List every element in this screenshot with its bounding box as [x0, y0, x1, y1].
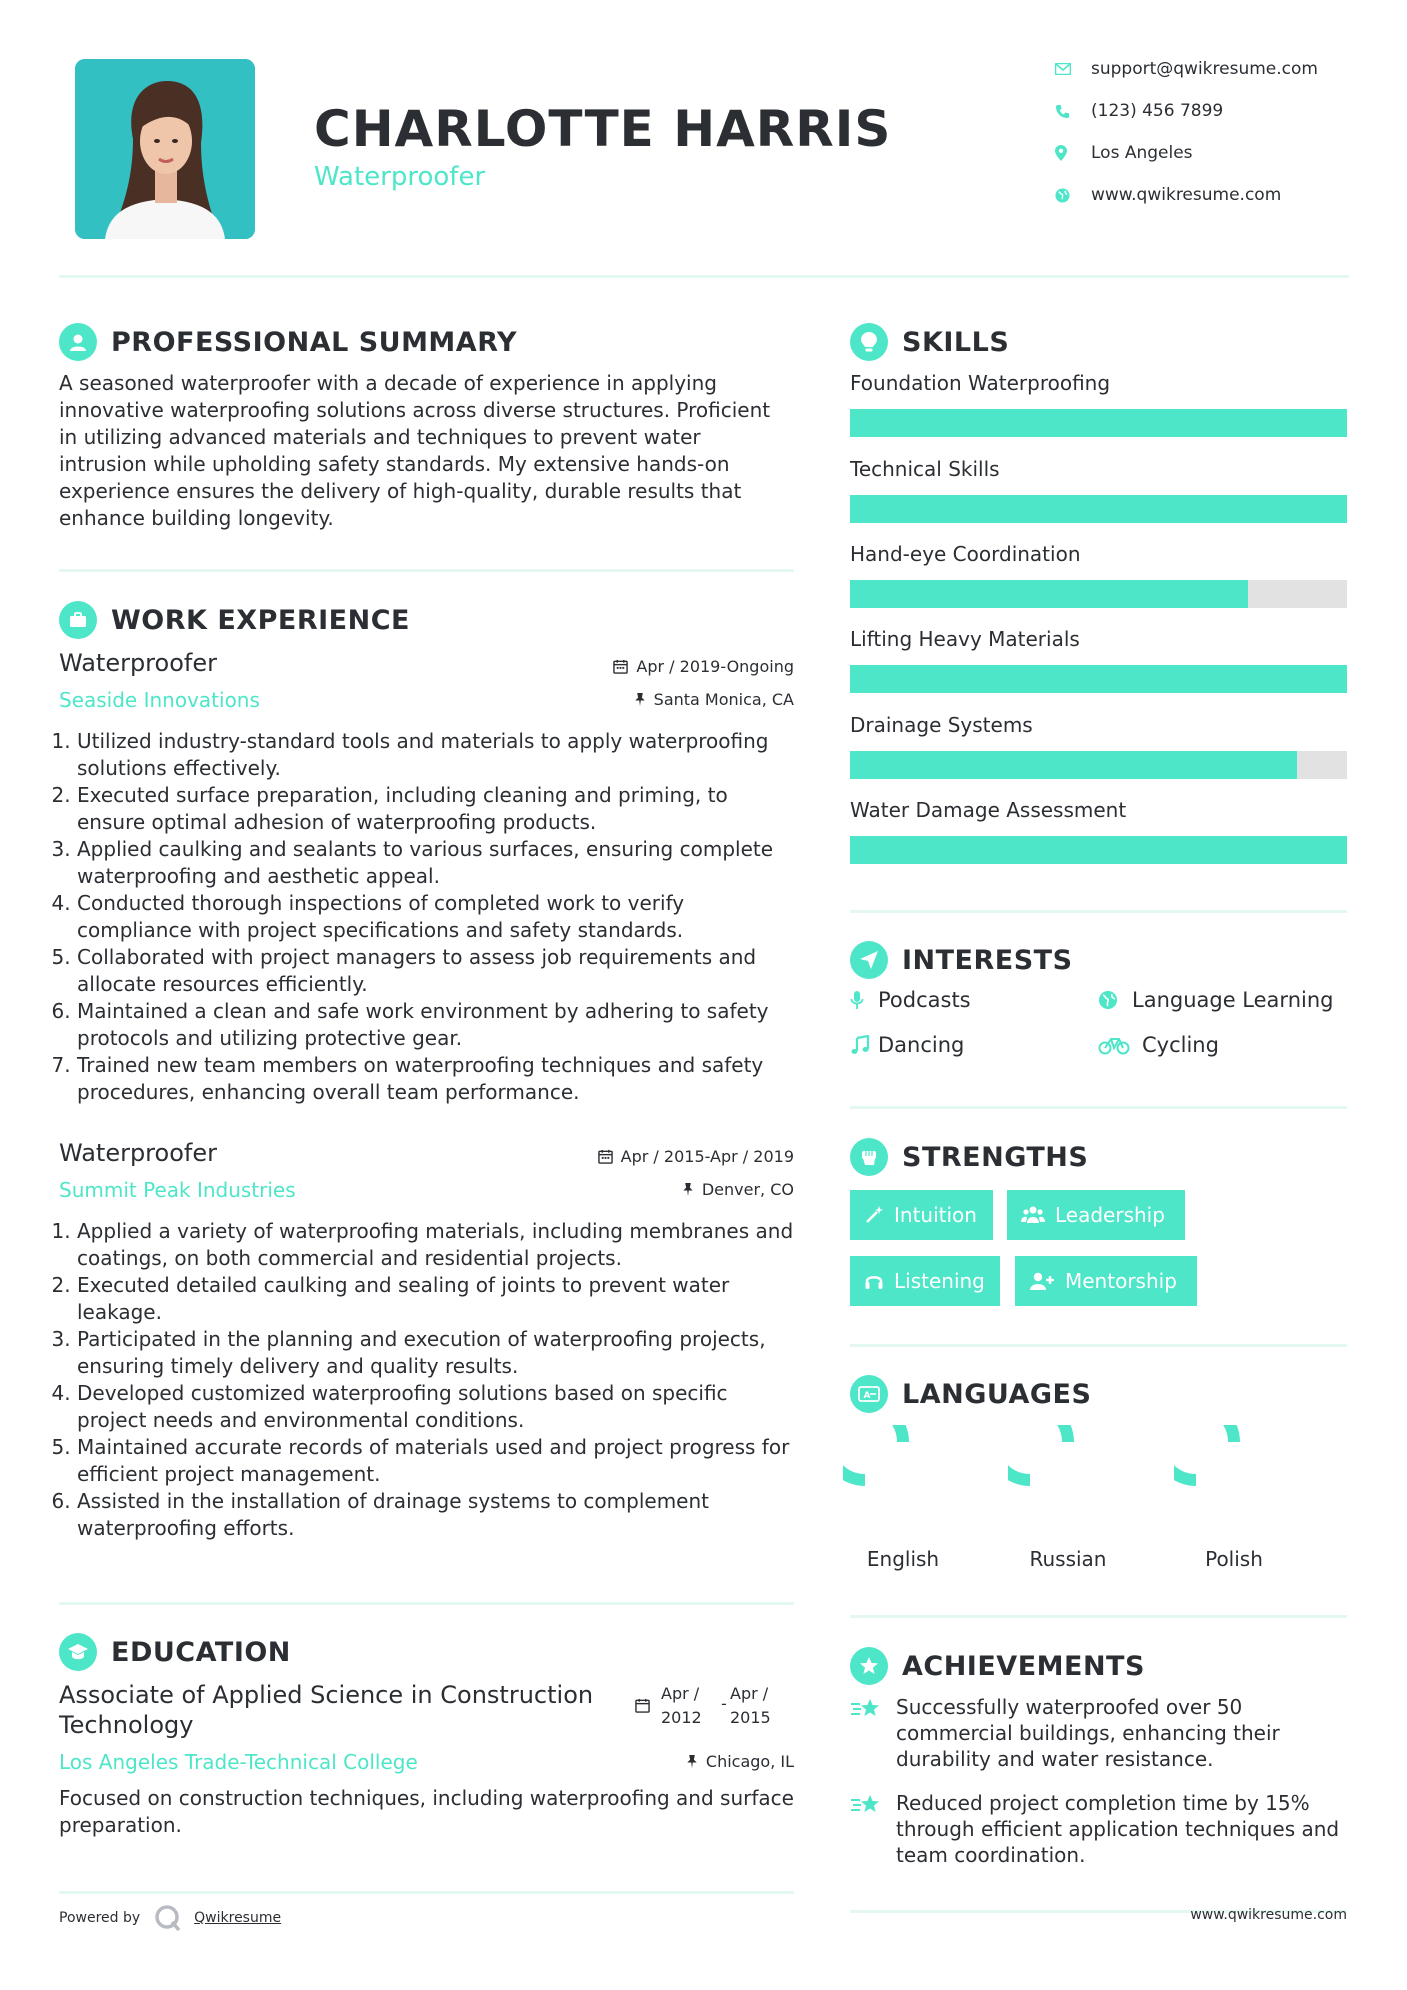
list-item: 5. Collaborated with project managers to assess job requirements and allocate resources efficiently.: [77, 944, 794, 998]
bicycle-icon: [1098, 1035, 1142, 1055]
job-title: Waterproofer: [59, 649, 217, 677]
edu-start-year: 2012: [661, 1708, 702, 1727]
interest-item: [1098, 988, 1333, 1012]
qwikresume-logo-icon: [154, 1904, 182, 1932]
strengths-divider: [850, 1344, 1347, 1347]
candidate-name: CHARLOTTE HARRIS: [314, 100, 892, 158]
list-item: 6. Maintained a clean and safe work environment by adhering to safety protocols and utilizing protective gear.: [77, 998, 794, 1052]
skill-label: Hand-eye Coordination: [850, 542, 1081, 566]
list-item: 4. Developed customized waterproofing solutions based on specific project needs and environmental conditions.: [77, 1380, 794, 1434]
skill-fill: [850, 665, 1347, 693]
job-date-text: Apr / 2019-Ongoing: [636, 657, 794, 676]
interest-item: [850, 988, 971, 1012]
strength-label: Mentorship: [1065, 1269, 1177, 1293]
summary-title: PROFESSIONAL SUMMARY: [111, 326, 518, 358]
lightbulb-icon: [850, 323, 888, 361]
contact-phone[interactable]: [1055, 96, 1355, 126]
job-location-text: Denver, CO: [701, 1180, 794, 1199]
list-item: 2. Executed surface preparation, including cleaning and priming, to ensure optimal adhesion of waterproofing products.: [77, 782, 794, 836]
calendar-icon: [635, 1698, 650, 1713]
job-company: Summit Peak Industries: [59, 1178, 296, 1202]
globe-icon: [1098, 990, 1132, 1010]
skill-bar: [850, 409, 1347, 437]
work-divider: [59, 1602, 794, 1605]
job-responsibilities: [59, 728, 794, 1106]
edu-date-separator: -: [721, 1694, 727, 1713]
candidate-role: Waterproofer: [314, 162, 486, 192]
map-pin-icon: [1055, 145, 1091, 161]
phone-icon: [1055, 104, 1091, 119]
magic-wand-icon: [864, 1205, 884, 1225]
education-location: [500, 1752, 794, 1771]
edu-end-year: 2015: [730, 1708, 771, 1727]
interest-label: Cycling: [1142, 1033, 1219, 1057]
skill-label: Drainage Systems: [850, 713, 1033, 737]
paper-plane-icon: [850, 941, 888, 979]
headphones-icon: [864, 1271, 884, 1291]
header-divider: [59, 275, 1349, 278]
calendar-icon: [598, 1149, 613, 1164]
strength-chip: [850, 1256, 1000, 1306]
education-school: Los Angeles Trade-Technical College: [59, 1750, 418, 1774]
brand-link[interactable]: Qwikresume: [194, 1910, 282, 1926]
interest-label: Dancing: [878, 1033, 965, 1057]
contact-phone-text: (123) 456 7899: [1091, 101, 1224, 121]
job-location-text: Santa Monica, CA: [653, 690, 794, 709]
skill-bar: [850, 495, 1347, 523]
language-label: Russian: [1029, 1547, 1107, 1571]
star-badge-icon: [850, 1647, 888, 1685]
skill-bar: [850, 665, 1347, 693]
briefcase-icon: [59, 601, 97, 639]
achievements-title: ACHIEVEMENTS: [902, 1650, 1145, 1682]
education-heading: [59, 1632, 291, 1672]
contact-email-text: support@qwikresume.com: [1091, 59, 1318, 79]
powered-by-text: Powered by: [59, 1910, 141, 1926]
skill-bar: [850, 580, 1347, 608]
user-plus-icon: [1029, 1271, 1055, 1291]
interests-heading: [850, 940, 1073, 980]
strength-chip: [850, 1190, 993, 1240]
skill-bar: [850, 836, 1347, 864]
skill-label: Foundation Waterproofing: [850, 371, 1111, 395]
strength-chip: [1015, 1256, 1197, 1306]
strength-chip: [1007, 1190, 1185, 1240]
job-date: [500, 1147, 794, 1166]
list-item: 3. Participated in the planning and execution of waterproofing projects, ensuring timely delivery and quality results.: [77, 1326, 794, 1380]
skill-fill: [850, 495, 1347, 523]
skill-label: Lifting Heavy Materials: [850, 627, 1080, 651]
job-responsibilities: [59, 1218, 794, 1542]
achievement-item: [850, 1694, 1347, 1772]
language-ring: [843, 1425, 963, 1535]
list-item: 3. Applied caulking and sealants to various surfaces, ensuring complete waterproofing and aesthetic appeal.: [77, 836, 794, 890]
skill-bar: [850, 751, 1347, 779]
pin-icon: [634, 692, 646, 707]
achievement-item: [850, 1790, 1347, 1868]
interest-item: [850, 1033, 964, 1057]
list-item: 5. Maintained accurate records of materials used and project progress for efficient project management.: [77, 1434, 794, 1488]
strength-label: Intuition: [894, 1203, 977, 1227]
shooting-star-icon: [850, 1694, 896, 1772]
edu-end-month: Apr /: [730, 1684, 769, 1703]
music-note-icon: [850, 1035, 878, 1055]
profile-photo: [75, 59, 255, 239]
globe-icon: [1055, 188, 1091, 203]
job-location: [500, 1180, 794, 1199]
footer-site[interactable]: www.qwikresume.com: [1190, 1907, 1347, 1923]
list-item: 2. Executed detailed caulking and sealing of joints to prevent water leakage.: [77, 1272, 794, 1326]
interests-title: INTERESTS: [902, 944, 1073, 976]
skill-label: Technical Skills: [850, 457, 1000, 481]
skill-fill: [850, 580, 1248, 608]
list-item: 4. Conducted thorough inspections of completed work to verify compliance with project specifications and safety standards.: [77, 890, 794, 944]
edu-start-month: Apr /: [661, 1684, 700, 1703]
summary-heading: [59, 322, 517, 362]
education-location-text: Chicago, IL: [705, 1752, 794, 1771]
achievement-text: Reduced project completion time by 15% through efficient application techniques and team coordination.: [896, 1791, 1340, 1867]
languages-title: LANGUAGES: [902, 1378, 1092, 1410]
list-item: 7. Trained new team members on waterproofing techniques and safety procedures, enhancing overall team performance.: [77, 1052, 794, 1106]
fist-icon: [850, 1138, 888, 1176]
job-title: Waterproofer: [59, 1139, 217, 1167]
language-item: [843, 1425, 963, 1571]
achievements-heading: [850, 1646, 1145, 1686]
language-icon: [850, 1375, 888, 1413]
summary-text: A seasoned waterproofer with a decade of experience in applying innovative waterproofing solutions across diverse structures. Proficient in utilizing advanced materials and techniques to prevent water intrusion while upholding safety standards. My extensive hands-on experience ensures the delivery of high-quality, durable results that enhance building longevity.: [59, 371, 771, 530]
job-company: Seaside Innovations: [59, 688, 260, 712]
contact-email[interactable]: [1055, 54, 1355, 84]
footer-powered: [59, 1903, 281, 1933]
user-icon: [59, 323, 97, 361]
contact-location-text: Los Angeles: [1091, 143, 1193, 163]
contact-location: [1055, 138, 1355, 168]
skill-fill: [850, 751, 1297, 779]
strength-label: Leadership: [1055, 1203, 1165, 1227]
language-ring: [1008, 1425, 1128, 1535]
skill-fill: [850, 836, 1347, 864]
strengths-title: STRENGTHS: [902, 1141, 1089, 1173]
pin-icon: [686, 1754, 698, 1769]
list-item: 6. Assisted in the installation of drainage systems to complement waterproofing efforts.: [77, 1488, 794, 1542]
contact-website[interactable]: [1055, 180, 1355, 210]
skills-divider: [850, 910, 1347, 913]
shooting-star-icon: [850, 1790, 896, 1868]
microphone-icon: [850, 990, 878, 1010]
language-label: English: [866, 1547, 940, 1571]
strength-label: Listening: [894, 1269, 985, 1293]
interests-divider: [850, 1106, 1347, 1109]
graduation-icon: [59, 1633, 97, 1671]
education-degree: Associate of Applied Science in Construction Technology: [59, 1681, 594, 1739]
strengths-heading: [850, 1137, 1088, 1177]
job-location: [500, 690, 794, 709]
language-item: [1008, 1425, 1128, 1571]
calendar-icon: [613, 659, 628, 674]
achievement-text: Successfully waterproofed over 50 commercial buildings, enhancing their durability and water resistance.: [896, 1695, 1280, 1771]
list-item: 1. Utilized industry-standard tools and materials to apply waterproofing solutions effectively.: [77, 728, 794, 782]
languages-heading: [850, 1374, 1091, 1414]
education-title: EDUCATION: [111, 1636, 291, 1668]
list-item: 1. Applied a variety of waterproofing materials, including membranes and coatings, on both commercial and residential projects.: [77, 1218, 794, 1272]
skills-heading: [850, 322, 1009, 362]
education-divider: [59, 1891, 794, 1894]
languages-divider: [850, 1615, 1347, 1618]
users-icon: [1021, 1205, 1045, 1225]
skills-title: SKILLS: [902, 326, 1010, 358]
job-date: [500, 657, 794, 676]
language-label: Polish: [1205, 1547, 1263, 1571]
interest-label: Podcasts: [878, 988, 971, 1012]
education-description: Focused on construction techniques, including waterproofing and surface preparation.: [59, 1786, 794, 1837]
interest-item: [1098, 1033, 1219, 1057]
work-heading: [59, 600, 410, 640]
svg-text:A: A: [863, 1391, 871, 1401]
language-item: [1174, 1425, 1294, 1571]
work-title: WORK EXPERIENCE: [111, 604, 410, 636]
interest-label: Language Learning: [1132, 988, 1334, 1012]
summary-divider: [59, 569, 794, 572]
language-ring: [1174, 1425, 1294, 1535]
email-icon: [1055, 63, 1091, 75]
skill-label: Water Damage Assessment: [850, 798, 1127, 822]
skill-fill: [850, 409, 1347, 437]
job-date-text: Apr / 2015-Apr / 2019: [620, 1147, 794, 1166]
pin-icon: [682, 1182, 694, 1197]
contact-website-text: www.qwikresume.com: [1091, 185, 1282, 205]
education-date: [632, 1684, 794, 1730]
